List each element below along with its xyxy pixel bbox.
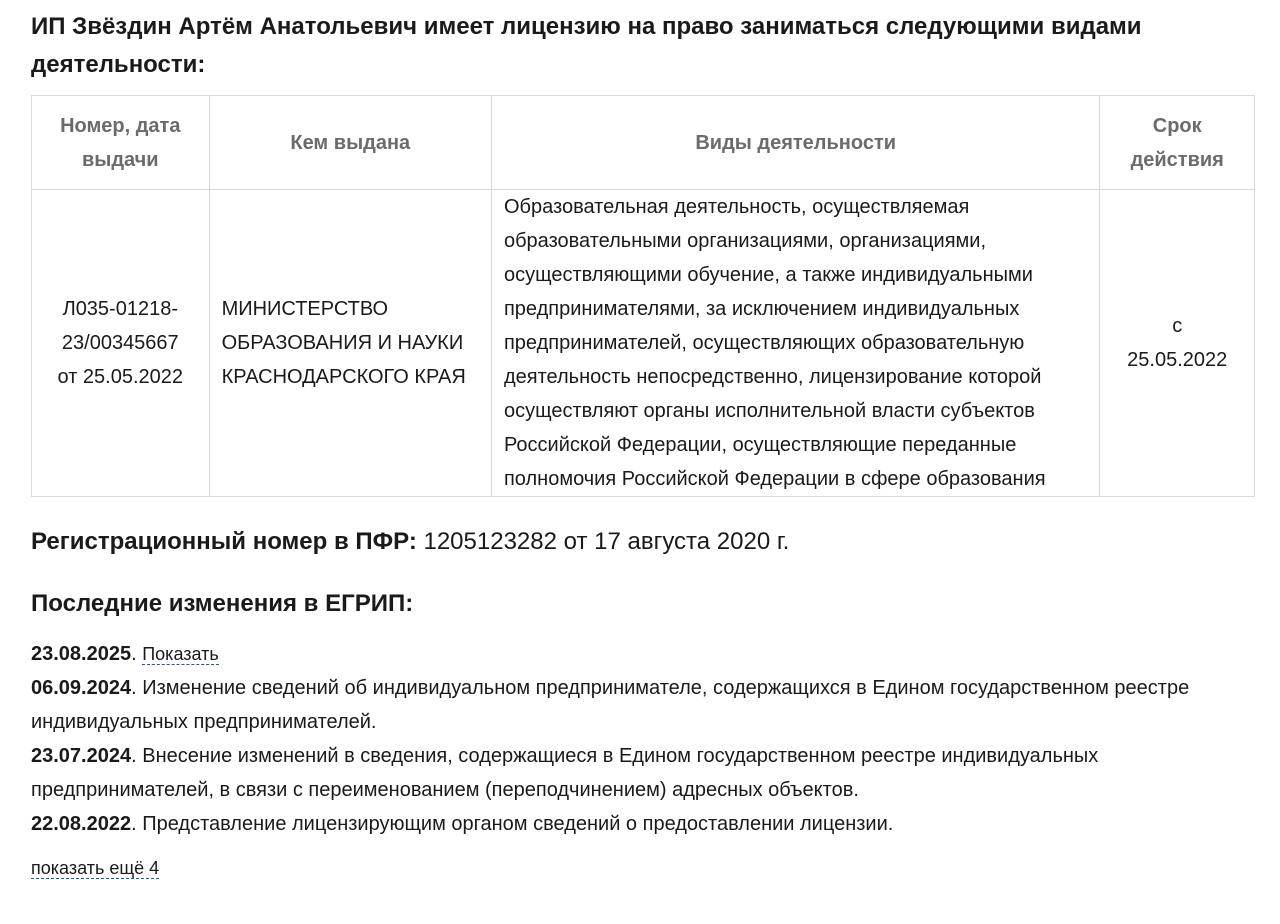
column-header-issuer: Кем выдана xyxy=(209,96,491,190)
validity-prefix: с xyxy=(1172,315,1183,337)
pfr-label: Регистрационный номер в ПФР: xyxy=(31,528,417,555)
license-number-line: 23/00345667 xyxy=(61,332,179,354)
license-validity-cell xyxy=(1100,190,1255,497)
change-date: 06.09.2024 xyxy=(31,677,132,699)
list-item xyxy=(31,807,1256,841)
show-more-link[interactable]: показать ещё 4 xyxy=(31,858,160,878)
change-text: Внесение изменений в сведения, содержащиеся в Едином государственном реестре индивидуальных предпринимателей, в связи с переименованием (переподчинением) адресных объектов. xyxy=(31,745,1099,801)
change-separator: . xyxy=(131,745,143,767)
change-date: 22.08.2022 xyxy=(31,813,132,835)
license-section-title: ИП Звёздин Артём Анатольевич имеет лицензию на право заниматься следующими видами деятельности: xyxy=(31,13,1142,78)
list-item xyxy=(31,671,1256,739)
list-item xyxy=(31,739,1256,807)
column-header-number: Номер, дата выдачи xyxy=(32,96,210,190)
license-number-line: Л035-01218- xyxy=(62,298,178,320)
license-activity-cell: Образовательная деятельность, осуществляемая образовательными организациями, организациями, осуществляющими обучение, а также индивидуальными предпринимателями, за исключением индивидуальных предпринимателей, осуществляющих образовательную деятельность непосредственно, лицензирование которой осуществляют органы исполнительной власти субъектов Российской Федерации, осуществляющие переданные полномочия Российской Федерации в сфере образования xyxy=(491,190,1099,497)
column-header-validity: Срок действия xyxy=(1100,96,1255,190)
table-row xyxy=(32,190,1255,497)
change-separator: . xyxy=(131,677,143,699)
change-separator: . xyxy=(131,813,143,835)
show-change-link[interactable]: Показать xyxy=(142,644,219,664)
pfr-registration xyxy=(31,525,1256,559)
validity-date: 25.05.2022 xyxy=(1127,349,1228,371)
license-issuer-cell: МИНИСТЕРСТВО ОБРАЗОВАНИЯ И НАУКИ КРАСНОДАРСКОГО КРАЯ xyxy=(209,190,491,497)
changes-list xyxy=(31,637,1256,841)
license-issue-date: от 25.05.2022 xyxy=(57,366,184,388)
change-text: Представление лицензирующим органом сведений о предоставлении лицензии. xyxy=(142,813,894,835)
change-date: 23.07.2024 xyxy=(31,745,132,767)
pfr-value: 1205123282 от 17 августа 2020 г. xyxy=(423,528,790,555)
column-header-activity: Виды деятельности xyxy=(491,96,1099,190)
license-table xyxy=(31,95,1255,497)
show-more-row xyxy=(31,853,1256,883)
license-number-cell xyxy=(32,190,210,497)
change-separator: . xyxy=(131,643,143,665)
change-text: Изменение сведений об индивидуальном предпринимателе, содержащихся в Едином государственном реестре индивидуальных предпринимателей. xyxy=(31,677,1190,733)
license-table-header xyxy=(32,96,1255,190)
change-date: 23.08.2025 xyxy=(31,643,132,665)
list-item xyxy=(31,637,1256,671)
changes-title: Последние изменения в ЕГРИП: xyxy=(31,590,414,617)
